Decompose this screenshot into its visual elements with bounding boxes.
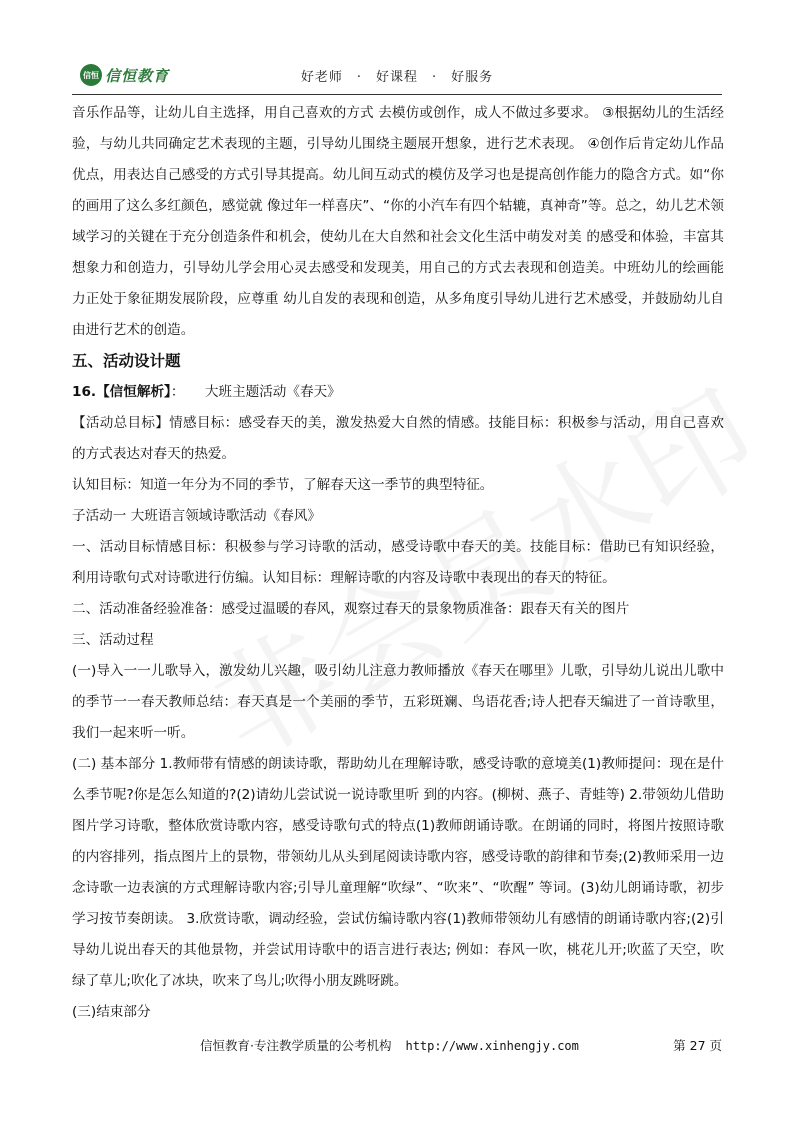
- activity-preparation: 二、活动准备经验准备：感受过温暖的春风，观察过春天的景象物质准备：跟春天有关的图片: [72, 601, 630, 617]
- page-header: [72, 58, 722, 94]
- logo-icon: 信恒: [80, 64, 102, 86]
- header-divider: [72, 94, 722, 95]
- footer-url: http://www.xinhengjy.com: [405, 1039, 579, 1053]
- ending-part: (三)结束部分: [72, 1004, 151, 1020]
- activity-goals: 一、活动目标情感目标：积极参与学习诗歌的活动，感受诗歌中春天的美。技能目标：借助已有知识经验，利用诗歌句式对诗歌进行仿编。认知目标：理解诗歌的内容及诗歌中表现出的春天的特征。: [72, 539, 724, 586]
- question-title: 大班主题活动《春天》: [204, 384, 341, 400]
- page-number: 第 27 页: [673, 1038, 722, 1053]
- basic-part: (二) 基本部分 1.教师带有情感的朗读诗歌，帮助幼儿在理解诗歌，感受诗歌的意境美(1)教师提问：现在是什么季节呢?你是怎么知道的?(2)请幼儿尝试说一说诗歌里听 到的内容。(柳树、燕子、青蛙等) 2.带领幼儿借助图片学习诗歌，整体欣赏诗歌内容，感受诗歌句式的特点(1)教师朗诵诗歌。在朗诵的同时，将图片按照诗歌的内容排列，指点图片上的景物，带领幼儿从头到尾阅读诗歌内容，感受诗歌的韵律和节奏;(2)教师采用一边念诗歌一边表演的方式理解诗歌内容;引导儿童理解“吹绿”、“吹来”、“吹醒” 等词。(3)幼儿朗诵诗歌，初步学习按节奏朗读。 3.欣赏诗歌，调动经验，尝试仿编诗歌内容(1)教师带领幼儿有感情的朗诵诗歌内容;(2)引导幼儿说出春天的其他景物，并尝试用诗歌中的语言进行表达; 例如：春风一吹，桃花儿开;吹蓝了天空，吹绿了草儿;吹化了冰块，吹来了鸟儿;吹得小朋友跳呀跳。: [72, 756, 724, 989]
- header-slogan: 好老师 · 好课程 · 好服务: [300, 70, 494, 85]
- question-colon: ：: [170, 384, 178, 400]
- logo-text: 信恒教育: [105, 66, 170, 85]
- overall-goal-text: 情感目标：感受春天的美，激发热爱大自然的情感。技能目标：积极参与活动，用自己喜欢的方式表达对春天的热爱。: [72, 415, 725, 462]
- activity-process-heading: 三、活动过程: [72, 632, 154, 648]
- footer-text: [200, 1036, 579, 1054]
- cognitive-goal: 认知目标：知道一年分为不同的季节，了解春天这一季节的典型特征。: [72, 477, 494, 493]
- footer-org: 信恒教育·专注教学质量的公考机构: [200, 1038, 392, 1053]
- page-footer: [72, 1036, 722, 1060]
- overall-goal-label: 【活动总目标】: [72, 415, 170, 431]
- intro-part: (一)导入一一儿歌导入，激发幼儿兴趣，吸引幼儿注意力教师播放《春天在哪里》儿歌，引导幼儿说出儿歌中的季节一一春天教师总结：春天真是一个美丽的季节，五彩斑斓、鸟语花香;诗人把春天编进了一首诗歌里，我们一起来听一听。: [72, 663, 724, 741]
- question-heading: [72, 377, 724, 408]
- overall-goal: [72, 408, 724, 470]
- document-body: [72, 98, 724, 1028]
- question-label: 16.【信恒解析】: [72, 384, 171, 400]
- section-heading: 五、活动设计题: [72, 352, 181, 370]
- paragraph-art-learning: 音乐作品等，让幼儿自主选择，用自己喜欢的方式 去模仿或创作，成人不做过多要求。 ③根据幼儿的生活经验，与幼儿共同确定艺术表现的主题，引导幼儿围绕主题展开想象，进行艺术表现。 ④创作后肯定幼儿作品优点，用表达自己感受的方式引导其提高。幼儿间互动式的模仿及学习也是提高创作能力的隐含方式。如“你的画用了这么多红颜色，感觉就 像过年一样喜庆”、“你的小汽车有四个轱辘，真神奇”等。总之，幼儿艺术领域学习的关键在于充分创造条件和机会，使幼儿在大自然和社会文化生活中萌发对美 的感受和体验，丰富其想象力和创造力，引导幼儿学会用心灵去感受和发现美，用自己的方式去表现和创造美。中班幼儿的绘画能力正处于象征期发展阶段，应尊重 幼儿自发的表现和创造，从多角度引导幼儿进行艺术感受，并鼓励幼儿自由进行艺术的创造。: [72, 105, 724, 338]
- sub-activity-title: 子活动一 大班语言领域诗歌活动《春风》: [72, 508, 322, 524]
